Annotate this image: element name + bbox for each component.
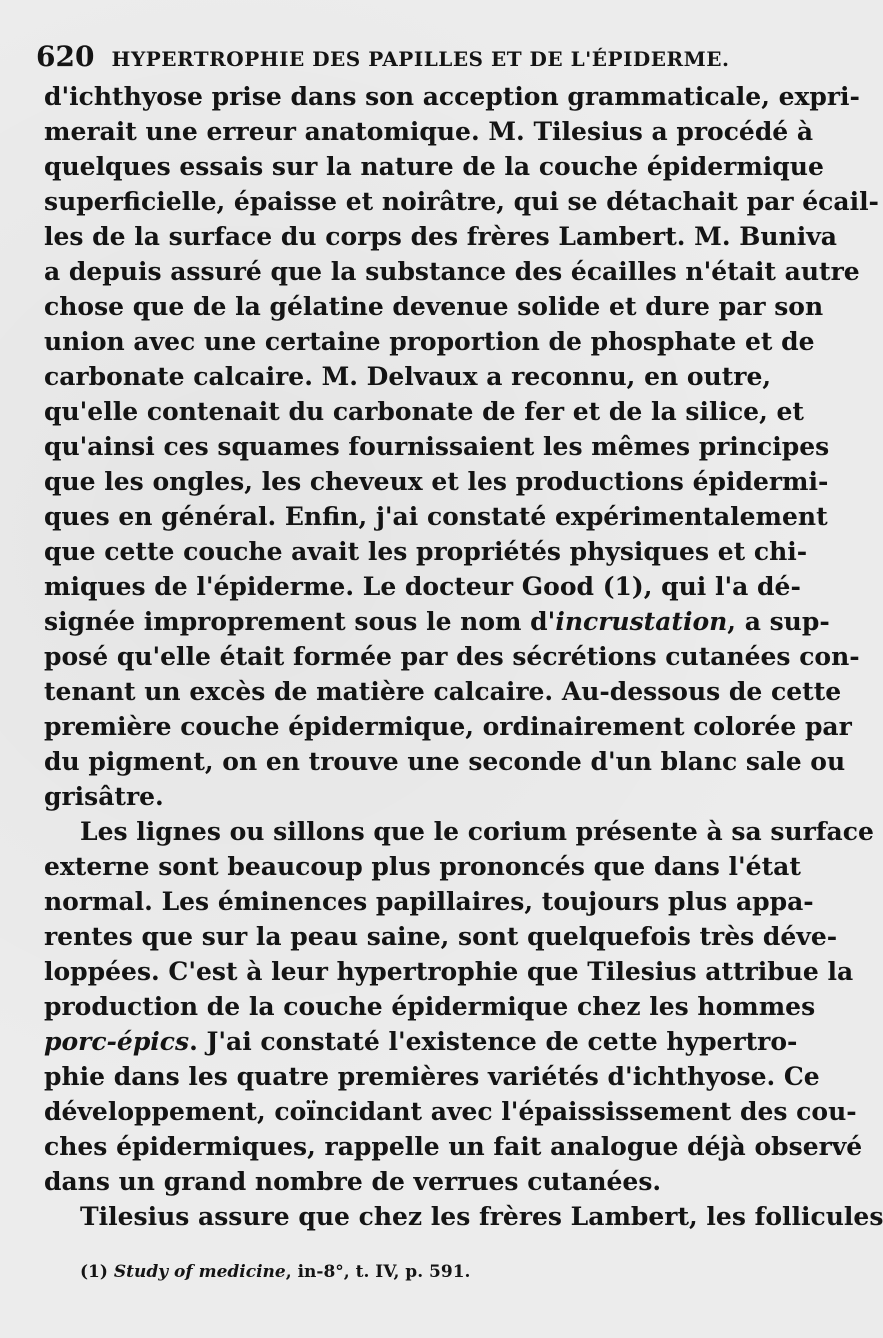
footnote-title: Study of medicine bbox=[113, 1262, 286, 1282]
text-line: que les ongles, les cheveux et les productions épidermi- bbox=[44, 467, 829, 496]
text-line: du pigment, on en trouve une seconde d'un blanc sale ou bbox=[44, 747, 846, 776]
text-line: chose que de la gélatine devenue solide et dure par son bbox=[44, 292, 824, 321]
text-line: Tilesius assure que chez les frères Lambert, les follicules bbox=[80, 1202, 883, 1231]
text-line: superficielle, épaisse et noirâtre, qui se détachait par écail- bbox=[44, 187, 879, 216]
text-line: carbonate calcaire. M. Delvaux a reconnu, en outre, bbox=[44, 362, 772, 391]
page-number: 620 bbox=[36, 40, 95, 73]
text-line: ques en général. Enfin, j'ai constaté expérimentalement bbox=[44, 502, 828, 531]
text-line: Les lignes ou sillons que le corium présente à sa surface bbox=[80, 817, 874, 846]
text-line: qu'ainsi ces squames fournissaient les mêmes principes bbox=[44, 432, 830, 461]
text-line: production de la couche épidermique chez les hommes bbox=[44, 992, 816, 1021]
text-line: posé qu'elle était formée par des sécrétions cutanées con- bbox=[44, 642, 860, 671]
text-line: d'ichthyose prise dans son acception grammaticale, expri- bbox=[44, 82, 860, 111]
text-line: signée improprement sous le nom d'incrustation, a sup- bbox=[44, 607, 830, 636]
text-line: grisâtre. bbox=[44, 782, 164, 811]
text-line: les de la surface du corps des frères Lambert. M. Buniva bbox=[44, 222, 837, 251]
text-line: union avec une certaine proportion de phosphate et de bbox=[44, 327, 815, 356]
running-head: HYPERTROPHIE DES PAPILLES ET DE L'ÉPIDERME. bbox=[111, 47, 730, 71]
text-line: rentes que sur la peau saine, sont quelquefois très déve- bbox=[44, 922, 838, 951]
text-line: ches épidermiques, rappelle un fait analogue déjà observé bbox=[44, 1132, 863, 1161]
text-line: phie dans les quatre premières variétés d'ichthyose. Ce bbox=[44, 1062, 820, 1091]
text-line: normal. Les éminences papillaires, toujours plus appa- bbox=[44, 887, 814, 916]
text-line: externe sont beaucoup plus prononcés que dans l'état bbox=[44, 852, 801, 881]
text-line: tenant un excès de matière calcaire. Au-dessous de cette bbox=[44, 677, 842, 706]
footnote: (1) Study of medicine, in-8°, t. IV, p. 591. bbox=[80, 1262, 471, 1282]
text-line: qu'elle contenait du carbonate de fer et de la silice, et bbox=[44, 397, 804, 426]
text-line: porc-épics. J'ai constaté l'existence de cette hypertro- bbox=[44, 1027, 798, 1056]
text-line: miques de l'épiderme. Le docteur Good (1), qui l'a dé- bbox=[44, 572, 801, 601]
text-line: dans un grand nombre de verrues cutanées. bbox=[44, 1167, 662, 1196]
text-line: que cette couche avait les propriétés physiques et chi- bbox=[44, 537, 808, 566]
text-line: première couche épidermique, ordinairement colorée par bbox=[44, 712, 852, 741]
text-line: a depuis assuré que la substance des écailles n'était autre bbox=[44, 257, 860, 286]
text-line: loppées. C'est à leur hypertrophie que Tilesius attribue la bbox=[44, 957, 854, 986]
text-line: quelques essais sur la nature de la couche épidermique bbox=[44, 152, 824, 181]
text-line: développement, coïncidant avec l'épaississement des cou- bbox=[44, 1097, 857, 1126]
page-header bbox=[36, 40, 776, 73]
text-line: merait une erreur anatomique. M. Tilesius a procédé à bbox=[44, 117, 814, 146]
italic-term: porc-épics bbox=[44, 1027, 190, 1056]
italic-term: incrustation bbox=[555, 607, 728, 636]
